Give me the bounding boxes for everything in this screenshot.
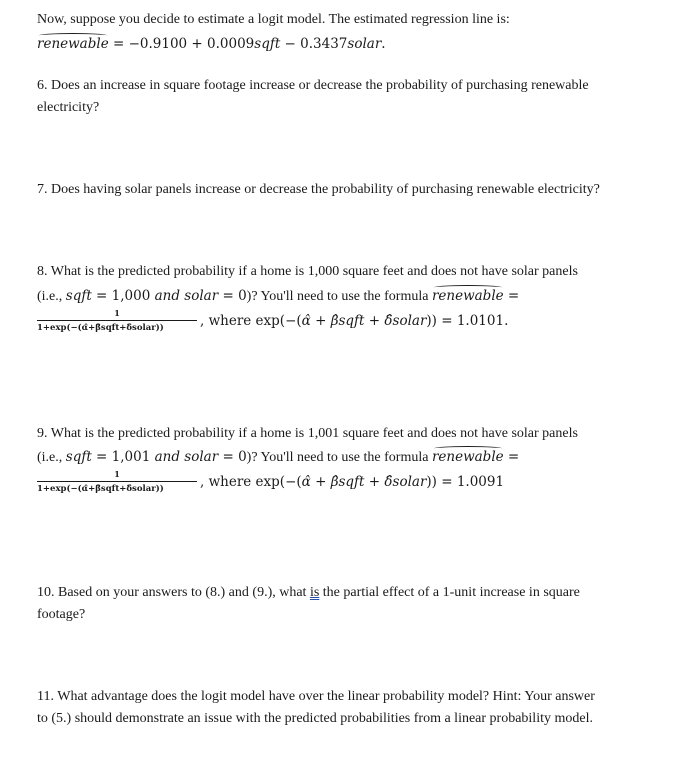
q11-line1: 11. What advantage does the logit model have over the linear probability model? Hint: Your answer	[37, 689, 595, 704]
q10-l1b: the partial effect of a 1-unit increase in square	[319, 585, 580, 600]
q11-line2: to (5.) should demonstrate an issue with the predicted probabilities from a linear probability model.	[37, 711, 593, 726]
q8-beta: β̂sqft	[330, 313, 365, 329]
q8-l2e: )? You'll need to use the formula	[246, 289, 432, 304]
q8-l2d: = 0	[218, 288, 247, 304]
eq-rhs: = −0.9100 + 0.0009	[108, 36, 255, 52]
q8-solar: solar	[184, 288, 219, 304]
q9-plus1: +	[310, 474, 331, 490]
q9-l2d: = 0	[218, 449, 247, 465]
q9-delta: δ̂solar	[384, 474, 427, 490]
q9-frac-bar	[37, 481, 197, 482]
q9-and: and	[154, 449, 180, 465]
q8-l2f: =	[503, 288, 520, 304]
q8-line3	[200, 313, 508, 330]
q9-l2b: = 1,001	[91, 449, 155, 465]
q9-line3	[200, 474, 504, 491]
renewable-hat: renewable	[37, 36, 109, 52]
q10-line1	[37, 585, 580, 601]
q9-frac-num: 1	[114, 469, 120, 479]
q9-l2f: =	[503, 449, 520, 465]
q10-line2: footage?	[37, 607, 86, 622]
q8-plus2: +	[364, 313, 385, 329]
q9-renewable-hat: renewable	[431, 449, 504, 465]
q8-frac-den: 1+exp(−(α̂+β̂sqft+δ̂solar))	[37, 323, 164, 333]
q10-l1a: 10. Based on your answers to (8.) and (9.), what	[37, 585, 310, 600]
q9-line1: 9. What is the predicted probability if a home is 1,001 square feet and does not have solar panels	[37, 426, 578, 441]
q10-is: is	[309, 585, 320, 600]
eq-end: .	[381, 36, 386, 52]
q8-alpha: α̂	[301, 313, 311, 329]
q8-frac-bar	[37, 320, 197, 321]
q9-l3b: )) = 1.0091	[426, 474, 505, 490]
eq-solar: solar	[347, 36, 382, 52]
q8-sqft: sqft	[65, 288, 92, 304]
q9-alpha: α̂	[301, 474, 311, 490]
q6-line1: 6. Does an increase in square footage increase or decrease the probability of purchasing renewable	[37, 78, 589, 93]
q8-l2b: = 1,000	[91, 288, 155, 304]
q8-l3b: )) = 1.0101.	[426, 313, 509, 329]
q9-line2	[37, 449, 519, 466]
q7-line1: 7. Does having solar panels increase or decrease the probability of purchasing renewable electricity?	[37, 182, 600, 197]
intro-sentence: Now, suppose you decide to estimate a logit model. The estimated regression line is:	[37, 12, 510, 27]
eq-mid: − 0.3437	[280, 36, 348, 52]
q8-l2a: (i.e.,	[37, 289, 66, 304]
q8-l3a: , where exp(−(	[200, 313, 302, 329]
q8-plus1: +	[310, 313, 331, 329]
q8-frac-num: 1	[114, 308, 120, 318]
q9-l2a: (i.e.,	[37, 450, 66, 465]
q6-line2: electricity?	[37, 100, 100, 115]
q9-l3a: , where exp(−(	[200, 474, 302, 490]
q9-plus2: +	[364, 474, 385, 490]
q9-solar: solar	[184, 449, 219, 465]
q8-line2	[37, 288, 519, 305]
regression-equation	[37, 36, 386, 52]
q8-line1: 8. What is the predicted probability if a home is 1,000 square feet and does not have solar panels	[37, 264, 578, 279]
q8-delta: δ̂solar	[384, 313, 427, 329]
eq-sqft: sqft	[254, 36, 281, 52]
q8-and: and	[154, 288, 180, 304]
q9-l2e: )? You'll need to use the formula	[246, 450, 432, 465]
q9-frac-den: 1+exp(−(α̂+β̂sqft+δ̂solar))	[37, 484, 164, 494]
q9-beta: β̂sqft	[330, 474, 365, 490]
q8-renewable-hat: renewable	[431, 288, 504, 304]
q9-sqft: sqft	[65, 449, 92, 465]
